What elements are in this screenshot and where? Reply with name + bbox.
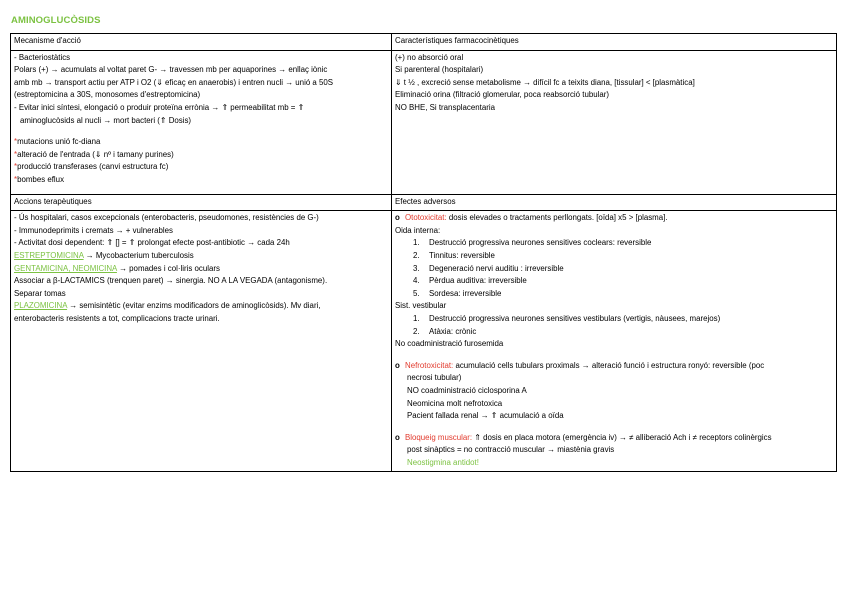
estreptomicina-link[interactable]: ESTREPTOMICINA: [14, 250, 84, 260]
accions-line: - Ús hospitalari, casos excepcionals (enterobacteris, pseudomones, resistències de G-): [14, 213, 319, 223]
sist-label: Sist. vestibular: [395, 301, 447, 311]
farmaco-line: ⇓ t ½ , excreció sense metabolisme → difícil fc a teixits diana, [tissular] < [plasmàtica]: [395, 77, 695, 87]
efectes-header: Efectes adversos: [392, 194, 837, 211]
bullet-icon: o: [395, 360, 400, 370]
sist-item: 2. Atàxia: crònic: [413, 326, 477, 336]
farmaco-line: Eliminació orina (filtració glomerular, poca reabsorció tubular): [395, 90, 610, 100]
mecanisme-header: Mecanisme d'acció: [11, 34, 392, 51]
accions-cell: [11, 211, 392, 472]
resistance-item: *alteració de l'entrada (⇓ nº i tamany purines): [14, 149, 174, 159]
accions-line: ESTREPTOMICINA → Mycobacterium tuberculosis: [14, 250, 194, 260]
farmaco-line: (+) no absorció oral: [395, 52, 464, 62]
bullet-icon: o: [395, 213, 400, 223]
efectes-cell: [392, 211, 837, 472]
resistance-item: *mutacions unió fc-diana: [14, 137, 101, 147]
nefrotox-line: Pacient fallada renal → ⇑ acumulació a oïda: [407, 411, 564, 421]
nefrotox-line: Neomicina molt nefrotoxica: [407, 398, 503, 408]
accions-line: - Immunodeprimits i cremats → + vulnerables: [14, 225, 173, 235]
nefrotox-line: necrosi tubular): [407, 373, 462, 383]
sist-item: 1. Destrucció progressiva neurones sensitives vestibulars (vertigis, nàusees, marejos): [413, 313, 721, 323]
plazomicina-link[interactable]: PLAZOMICINA: [14, 301, 68, 311]
bloqueig-antidot: Neostigmina antidot!: [407, 457, 479, 467]
bullet-icon: o: [395, 432, 400, 442]
accions-line: PLAZOMICINA → semisintètic (evitar enzims modificadors de aminoglicòsids). Mv diari,: [14, 301, 321, 311]
resistance-item: *bombes eflux: [14, 174, 65, 184]
mec-line: - Evitar inici síntesi, elongació o produir proteïna errònia → ⇑ permeabilitat mb = ⇑: [14, 102, 305, 112]
oida-item: 3. Degeneració nervi auditiu : irreversible: [413, 263, 564, 273]
accions-line: enterobacteris resistents a tot, complicacions tracte urinari.: [14, 313, 220, 323]
resistance-item: *producció transferases (canvi estructura fc): [14, 162, 169, 172]
bloqueig-line: o Bloqueig muscular: ⇑ dosis en placa motora (emergència iv) → ≠ alliberació Ach i ≠ receptors colinèrgics: [395, 432, 833, 445]
mec-line: aminoglucòsids al nucli → mort bacteri (⇑ Dosis): [20, 115, 192, 125]
oida-item: 5. Sordesa: irreversible: [413, 288, 502, 298]
no-furosemida: No coadministració furosemida: [395, 339, 504, 349]
ototox-line: o Ototoxicitat: dosis elevades o tractaments perllongats. [oïda] x5 > [plasma].: [395, 212, 833, 225]
bloqueig-line: post sinàptics = no contracció muscular → miastènia gravis: [407, 445, 615, 455]
oida-item: 2. Tinnitus: reversible: [413, 250, 495, 260]
farmaco-cell: [392, 50, 837, 194]
accions-header: Accions terapèutiques: [11, 194, 392, 211]
accions-line: - Activitat dosi dependent: ⇑ [] = ⇑ prolongat efecte post-antibiotic → cada 24h: [14, 238, 290, 248]
oida-item: 1. Destrucció progressiva neurones sensitives coclears: reversible: [413, 238, 652, 248]
farmaco-header: Característiques farmacocinètiques: [392, 34, 837, 51]
farmaco-line: Si parenteral (hospitalari): [395, 65, 484, 75]
mec-line: - Bacteriostàtics: [14, 52, 71, 62]
oida-item: 4. Pèrdua auditiva: irreversible: [413, 276, 527, 286]
mecanisme-cell: [11, 50, 392, 194]
accions-line: Associar a β-LACTAMICS (trenquen paret) → sinergia. NO A LA VEGADA (antagonisme).: [14, 276, 328, 286]
accions-line: Separar tomas: [14, 288, 66, 298]
mec-line: Polars (+) → acumulats al voltat paret G- → travessen mb per aquaporines → enllaç iònic: [14, 65, 328, 75]
nefrotox-line: o Nefrotoxicitat: acumulació cells tubulars proximals → alteració funció i estructura ronyó: reversible (poc: [395, 360, 833, 373]
page-title: AMINOGLUCÒSIDS: [11, 15, 101, 26]
mec-line: (estreptomicina a 30S, monosomes d'estreptomicina): [14, 90, 201, 100]
summary-table: [10, 33, 837, 472]
gentamicina-link[interactable]: GENTAMICINA, NEOMICINA: [14, 263, 117, 273]
nefrotox-line: NO coadministració ciclosporina A: [407, 385, 527, 395]
accions-line: GENTAMICINA, NEOMICINA → pomades i col·liris oculars: [14, 263, 220, 273]
oida-label: Oida interna:: [395, 225, 441, 235]
farmaco-line: NO BHE, Si transplacentaria: [395, 102, 495, 112]
mec-line: amb mb → transport actiu per ATP i O2 (⇓ eficaç en anaerobis) i entren nucli → unió a 50S: [14, 77, 334, 87]
